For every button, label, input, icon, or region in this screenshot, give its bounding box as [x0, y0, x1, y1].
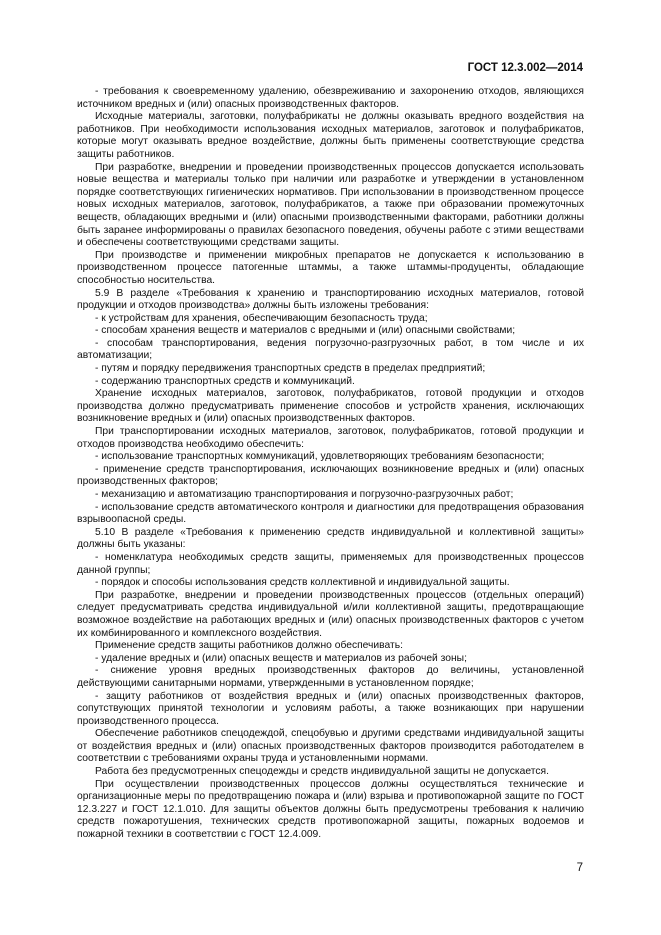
paragraph: При осуществлении производственных процессов должны осуществляться технические и организационные меры по предотвращению пожара и (или) взрыва и противопожарной защите по ГОСТ 12.3.227 и ГОСТ 12.1.010. Для защиты объектов должны быть предусмотрены требования к наличию средств пожаротушения, технических средств противопожарной защиты, пожарных водоемов и пожарной техники в соответствии с ГОСТ 12.4.009. — [77, 778, 584, 841]
list-item: - порядок и способы использования средств коллективной и индивидуальной защиты. — [95, 577, 510, 589]
list-item: - использование средств автоматического контроля и диагностики для предотвращения образования взрывоопасной среды. — [77, 501, 584, 526]
paragraph: При разработке, внедрении и проведении производственных процессов допускается использовать новые вещества и материалы только при наличии или разработке и утверждении в установленном порядке соответствующих гигиенических нормативов. При использовании в производственном процессе новых исходных материалов, заготовок, полуфабрикатов, а также при образовании промежуточных веществ, обладающих вредными и (или) опасными производственными факторами, работники должны быть заранее информированы о правилах безопасного поведения, обучены работе с этими веществами и обеспечены соответствующими средствами защиты. — [77, 161, 584, 249]
paragraph: При разработке, внедрении и проведении производственных процессов (отдельных операций) следует предусматривать средства индивидуальной и/или коллективной защиты, предотвращающие возможное воздействие на работающих вредных и (или) опасных производственных факторов с учетом их комбинированного и комплексного воздействия. — [77, 589, 584, 639]
standard-code-header: ГОСТ 12.3.002—2014 — [467, 62, 583, 74]
list-item: - использование транспортных коммуникаций, удовлетворяющих требованиям безопасности; — [95, 451, 545, 463]
document-body — [77, 86, 584, 842]
section-heading-5-10: 5.10 В разделе «Требования к применению средств индивидуальной и коллективной защиты» должны быть указаны: — [77, 526, 584, 551]
list-item: - к устройствам для хранения, обеспечивающим безопасность труда; — [95, 312, 428, 324]
list-item: - путям и порядку передвижения транспортных средств в пределах предприятий; — [95, 363, 486, 375]
paragraph: Исходные материалы, заготовки, полуфабрикаты не должны оказывать вредного воздействия на работников. При необходимости использования исходных материалов, заготовок и полуфабрикатов, которые могут оказывать вредное воздействие, должны быть применены соответствующие средства защиты работников. — [77, 111, 584, 160]
list-item: - снижение уровня вредных производственных факторов до величины, установленной действующими санитарными нормами, утвержденными в установленном порядке; — [77, 665, 584, 689]
paragraph: При транспортировании исходных материалов, заготовок, полуфабрикатов, готовой продукции и отходов производства необходимо обеспечить: — [77, 426, 584, 450]
page-number: 7 — [576, 862, 583, 874]
list-item: - удаление вредных и (или) опасных веществ и материалов из рабочей зоны; — [95, 652, 467, 664]
paragraph: Обеспечение работников спецодеждой, спецобувью и другими средствами индивидуальной защиты от воздействия вредных и (или) опасных производственных факторов производится работодателем в соответствии с требованиями охраны труда и установленными нормами. — [77, 728, 584, 765]
list-item: - способам хранения веществ и материалов с вредными и (или) опасными свойствами; — [95, 325, 516, 337]
list-item: - применение средств транспортирования, исключающих возникновение вредных и (или) опасных производственных факторов; — [77, 463, 584, 488]
list-item: - механизацию и автоматизацию транспортирования и погрузочно-разгрузочных работ; — [95, 489, 514, 500]
paragraph: При производстве и применении микробных препаратов не допускается к использованию в производственном процессе патогенные штаммы, а также штаммы-продуценты, обладающие способностью носительства. — [77, 249, 584, 286]
paragraph: - требования к своевременному удалению, обезвреживанию и захоронению отходов, являющихся источником вредных и (или) опасных производственных факторов. — [77, 86, 584, 110]
paragraph: Применение средств защиты работников должно обеспечивать: — [95, 640, 403, 652]
paragraph: Работа без предусмотренных спецодежды и средств индивидуальной защиты не допускается. — [95, 766, 549, 778]
list-item: - защиту работников от воздействия вредных и (или) опасных производственных факторов, сопутствующих принятой технологии и условиям работы, а также возникающих при нарушении производственного процесса. — [77, 690, 584, 727]
list-item: - номенклатура необходимых средств защиты, применяемых для производственных процессов данной группы; — [77, 551, 584, 576]
list-item: - содержанию транспортных средств и коммуникаций. — [95, 375, 355, 387]
list-item: - способам транспортирования, ведения погрузочно-разгрузочных работ, в том числе и их автоматизации; — [77, 337, 584, 362]
paragraph: Хранение исходных материалов, заготовок, полуфабрикатов, готовой продукции и отходов производства должно предусматривать применение способов и устройств хранения, исключающих возникновение вредных и (или) опасных производственных факторов. — [77, 388, 584, 425]
section-heading-5-9: 5.9 В разделе «Требования к хранению и транспортированию исходных материалов, готовой продукции и отходов производства» должны быть изложены требования: — [77, 287, 584, 312]
